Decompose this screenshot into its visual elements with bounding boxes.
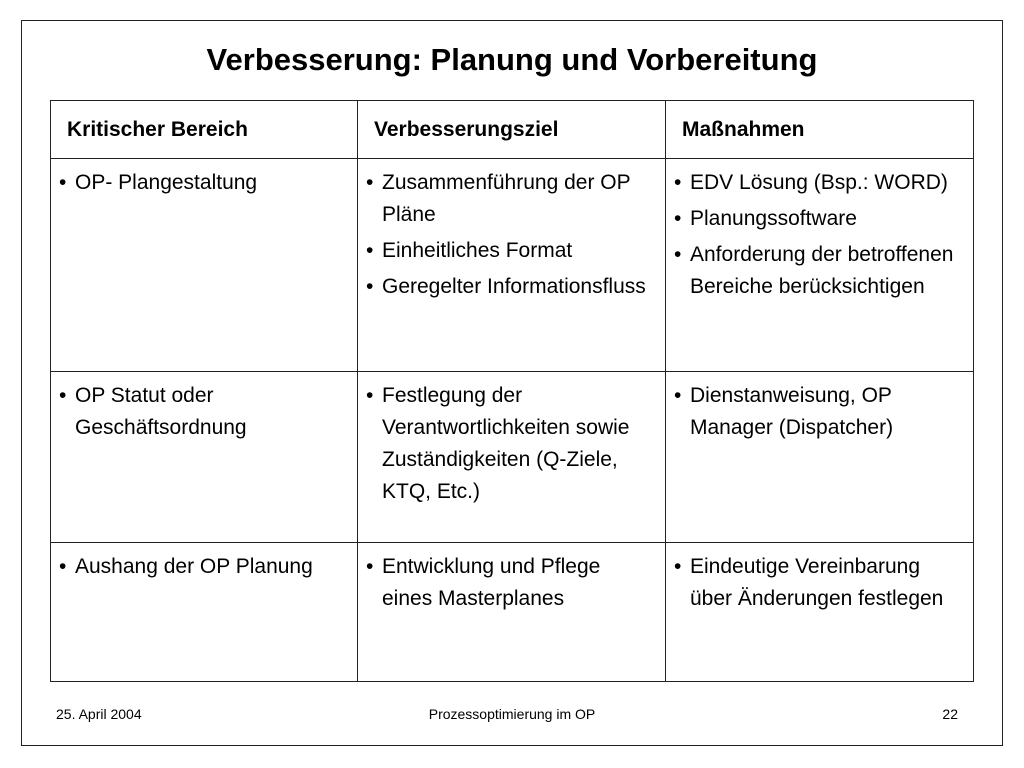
measures-table bbox=[50, 100, 974, 682]
table-cell bbox=[51, 543, 358, 682]
table-cell bbox=[666, 543, 974, 682]
footer-date: 25. April 2004 bbox=[56, 706, 142, 722]
table-cell bbox=[358, 372, 666, 543]
header-massnahmen: Maßnahmen bbox=[666, 101, 974, 159]
bullet-item: • Dienstanweisung, OP Manager (Dispatcher) bbox=[674, 380, 963, 444]
table-row bbox=[51, 543, 974, 682]
bullet-item: • Geregelter Informationsfluss bbox=[366, 271, 655, 303]
bullet-item: • OP- Plangestaltung bbox=[59, 167, 347, 199]
bullet-item: • OP Statut oder Geschäftsordnung bbox=[59, 380, 347, 444]
table-cell bbox=[358, 543, 666, 682]
bullet-item: • Aushang der OP Planung bbox=[59, 551, 347, 583]
bullet-item: • Eindeutige Vereinbarung über Änderungen festlegen bbox=[674, 551, 963, 615]
slide-title: Verbesserung: Planung und Vorbereitung bbox=[206, 42, 818, 77]
table-cell bbox=[666, 159, 974, 372]
page-number: 22 bbox=[942, 706, 958, 722]
bullet-item: • Entwicklung und Pflege eines Masterplanes bbox=[366, 551, 655, 615]
table-header-row bbox=[51, 101, 974, 159]
table-cell bbox=[666, 372, 974, 543]
bullet-item: • Einheitliches Format bbox=[366, 235, 655, 267]
bullet-item: • Zusammenführung der OP Pläne bbox=[366, 167, 655, 231]
header-kritischer-bereich: Kritischer Bereich bbox=[51, 101, 358, 159]
footer-title: Prozessoptimierung im OP bbox=[428, 706, 596, 722]
table-cell bbox=[51, 372, 358, 543]
table-cell bbox=[51, 159, 358, 372]
bullet-item: • Anforderung der betroffenen Bereiche berücksichtigen bbox=[674, 239, 963, 303]
table-row bbox=[51, 159, 974, 372]
bullet-item: • Planungssoftware bbox=[674, 203, 963, 235]
bullet-item: • EDV Lösung (Bsp.: WORD) bbox=[674, 167, 963, 199]
bullet-item: • Festlegung der Verantwortlichkeiten sowie Zuständigkeiten (Q-Ziele, KTQ, Etc.) bbox=[366, 380, 655, 508]
header-verbesserungsziel: Verbesserungsziel bbox=[358, 101, 666, 159]
table-row bbox=[51, 372, 974, 543]
table-cell bbox=[358, 159, 666, 372]
